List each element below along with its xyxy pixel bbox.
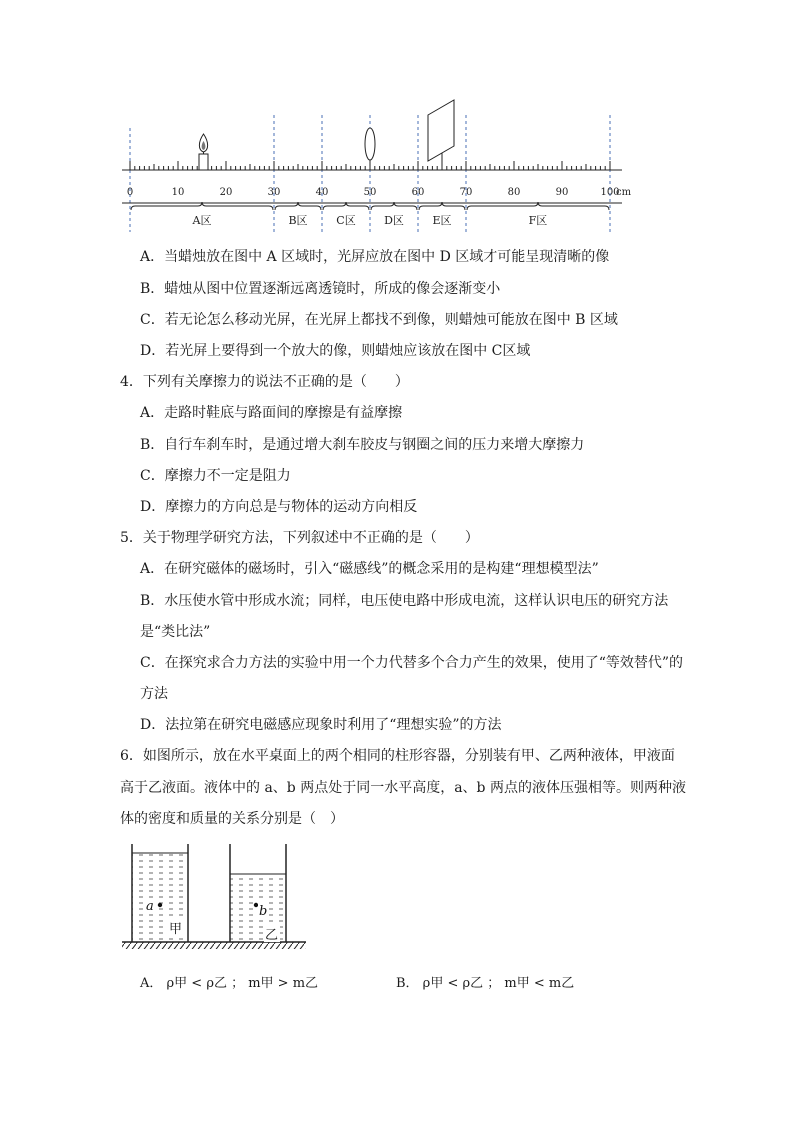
- q6-option-b: B． ρ甲 < ρ乙 ； m甲 < m乙: [396, 976, 575, 991]
- q3-option-d: D．若光屏上要得到一个放大的像，则蜡烛应该放在图中 C区域: [140, 343, 531, 359]
- region-label-d: D区: [384, 214, 404, 227]
- q6-line-3: 体的密度和质量的关系分别是（ ）: [120, 811, 344, 827]
- q3-option-b: B．蜡烛从图中位置逐渐远离透镜时，所成的像会逐渐变小: [140, 281, 501, 297]
- q5-line-5: 方法: [140, 686, 168, 702]
- ruler-tick-label: 80: [507, 187, 521, 198]
- q4-option-b: B．自行车刹车时，是通过增大刹车胶皮与钢圈之间的压力来增大摩擦力: [140, 437, 585, 453]
- label-a: a: [146, 899, 154, 914]
- region-label-e: E区: [432, 214, 452, 227]
- q4-stem: 4．下列有关摩擦力的说法不正确的是（ ）: [120, 374, 409, 390]
- ruler-tick-label: 10: [171, 187, 185, 198]
- label-yi: 乙: [265, 928, 279, 943]
- ruler-tick-label: 100: [600, 187, 620, 198]
- point-b: [254, 903, 258, 907]
- ruler-tick-label: 90: [555, 187, 569, 198]
- candle: [199, 134, 208, 170]
- q5-line-1: A．在研究磁体的磁场时，引入“磁感线”的概念采用的是构建“理想模型法”: [140, 561, 599, 577]
- region-label-a: A区: [192, 214, 212, 227]
- ruler-tick-label: 40: [315, 187, 329, 198]
- label-b: b: [259, 904, 268, 919]
- optical-bench-figure: [0, 0, 794, 240]
- q6-line-1: 6．如图所示，放在水平桌面上的两个相同的柱形容器，分别装有甲、乙两种液体，甲液面: [120, 748, 675, 764]
- q4-option-d: D．摩擦力的方向总是与物体的运动方向相反: [140, 499, 418, 515]
- q4-option-a: A．走路时鞋底与路面间的摩擦是有益摩擦: [140, 405, 403, 421]
- ground-hatch: [122, 942, 306, 949]
- point-a: [158, 903, 162, 907]
- q5-line-4: C．在探究求合力方法的实验中用一个力代替多个合力产生的效果，使用了“等效替代”的: [140, 655, 684, 671]
- ruler-tick-label: 70: [459, 187, 473, 198]
- q5-line-3: 是“类比法”: [140, 624, 211, 640]
- ruler-unit: cm: [616, 187, 632, 198]
- q4-option-c: C．摩擦力不一定是阻力: [140, 468, 291, 484]
- ruler-tick-labels: [127, 187, 620, 198]
- ruler-tick-label: 20: [219, 187, 233, 198]
- light-screen: [428, 100, 454, 170]
- ruler-tick-label: 50: [363, 187, 377, 198]
- region-label-f: F区: [528, 214, 548, 227]
- region-label-b: B区: [288, 214, 308, 227]
- q6-option-a: A． ρ甲 < ρ乙 ； m甲 > m乙: [140, 976, 319, 991]
- q5-stem: 5．关于物理学研究方法，下列叙述中不正确的是（ ）: [120, 530, 479, 546]
- q5-line-2: B．水压使水管中形成水流；同样，电压使电路中形成电流，这样认识电压的研究方法: [140, 593, 669, 609]
- containers-figure: [118, 840, 318, 950]
- q3-option-c: C．若无论怎么移动光屏，在光屏上都找不到像，则蜡烛可能放在图中 B 区域: [140, 312, 618, 328]
- ruler-tick-label: 60: [411, 187, 425, 198]
- convex-lens: [365, 128, 375, 170]
- label-jia: 甲: [169, 922, 183, 937]
- ruler-tick-label: 0: [126, 187, 134, 198]
- q5-line-6: D．法拉第在研究电磁感应现象时利用了“理想实验”的方法: [140, 717, 502, 733]
- region-label-c: C区: [336, 214, 356, 227]
- q3-option-a: A．当蜡烛放在图中 A 区域时，光屏应放在图中 D 区域才可能呈现清晰的像: [140, 249, 610, 265]
- q6-line-2: 高于乙液面。液体中的 a、b 两点处于同一水平高度，a、b 两点的液体压强相等。则两种液: [120, 780, 686, 796]
- ruler-tick-label: 30: [267, 187, 281, 198]
